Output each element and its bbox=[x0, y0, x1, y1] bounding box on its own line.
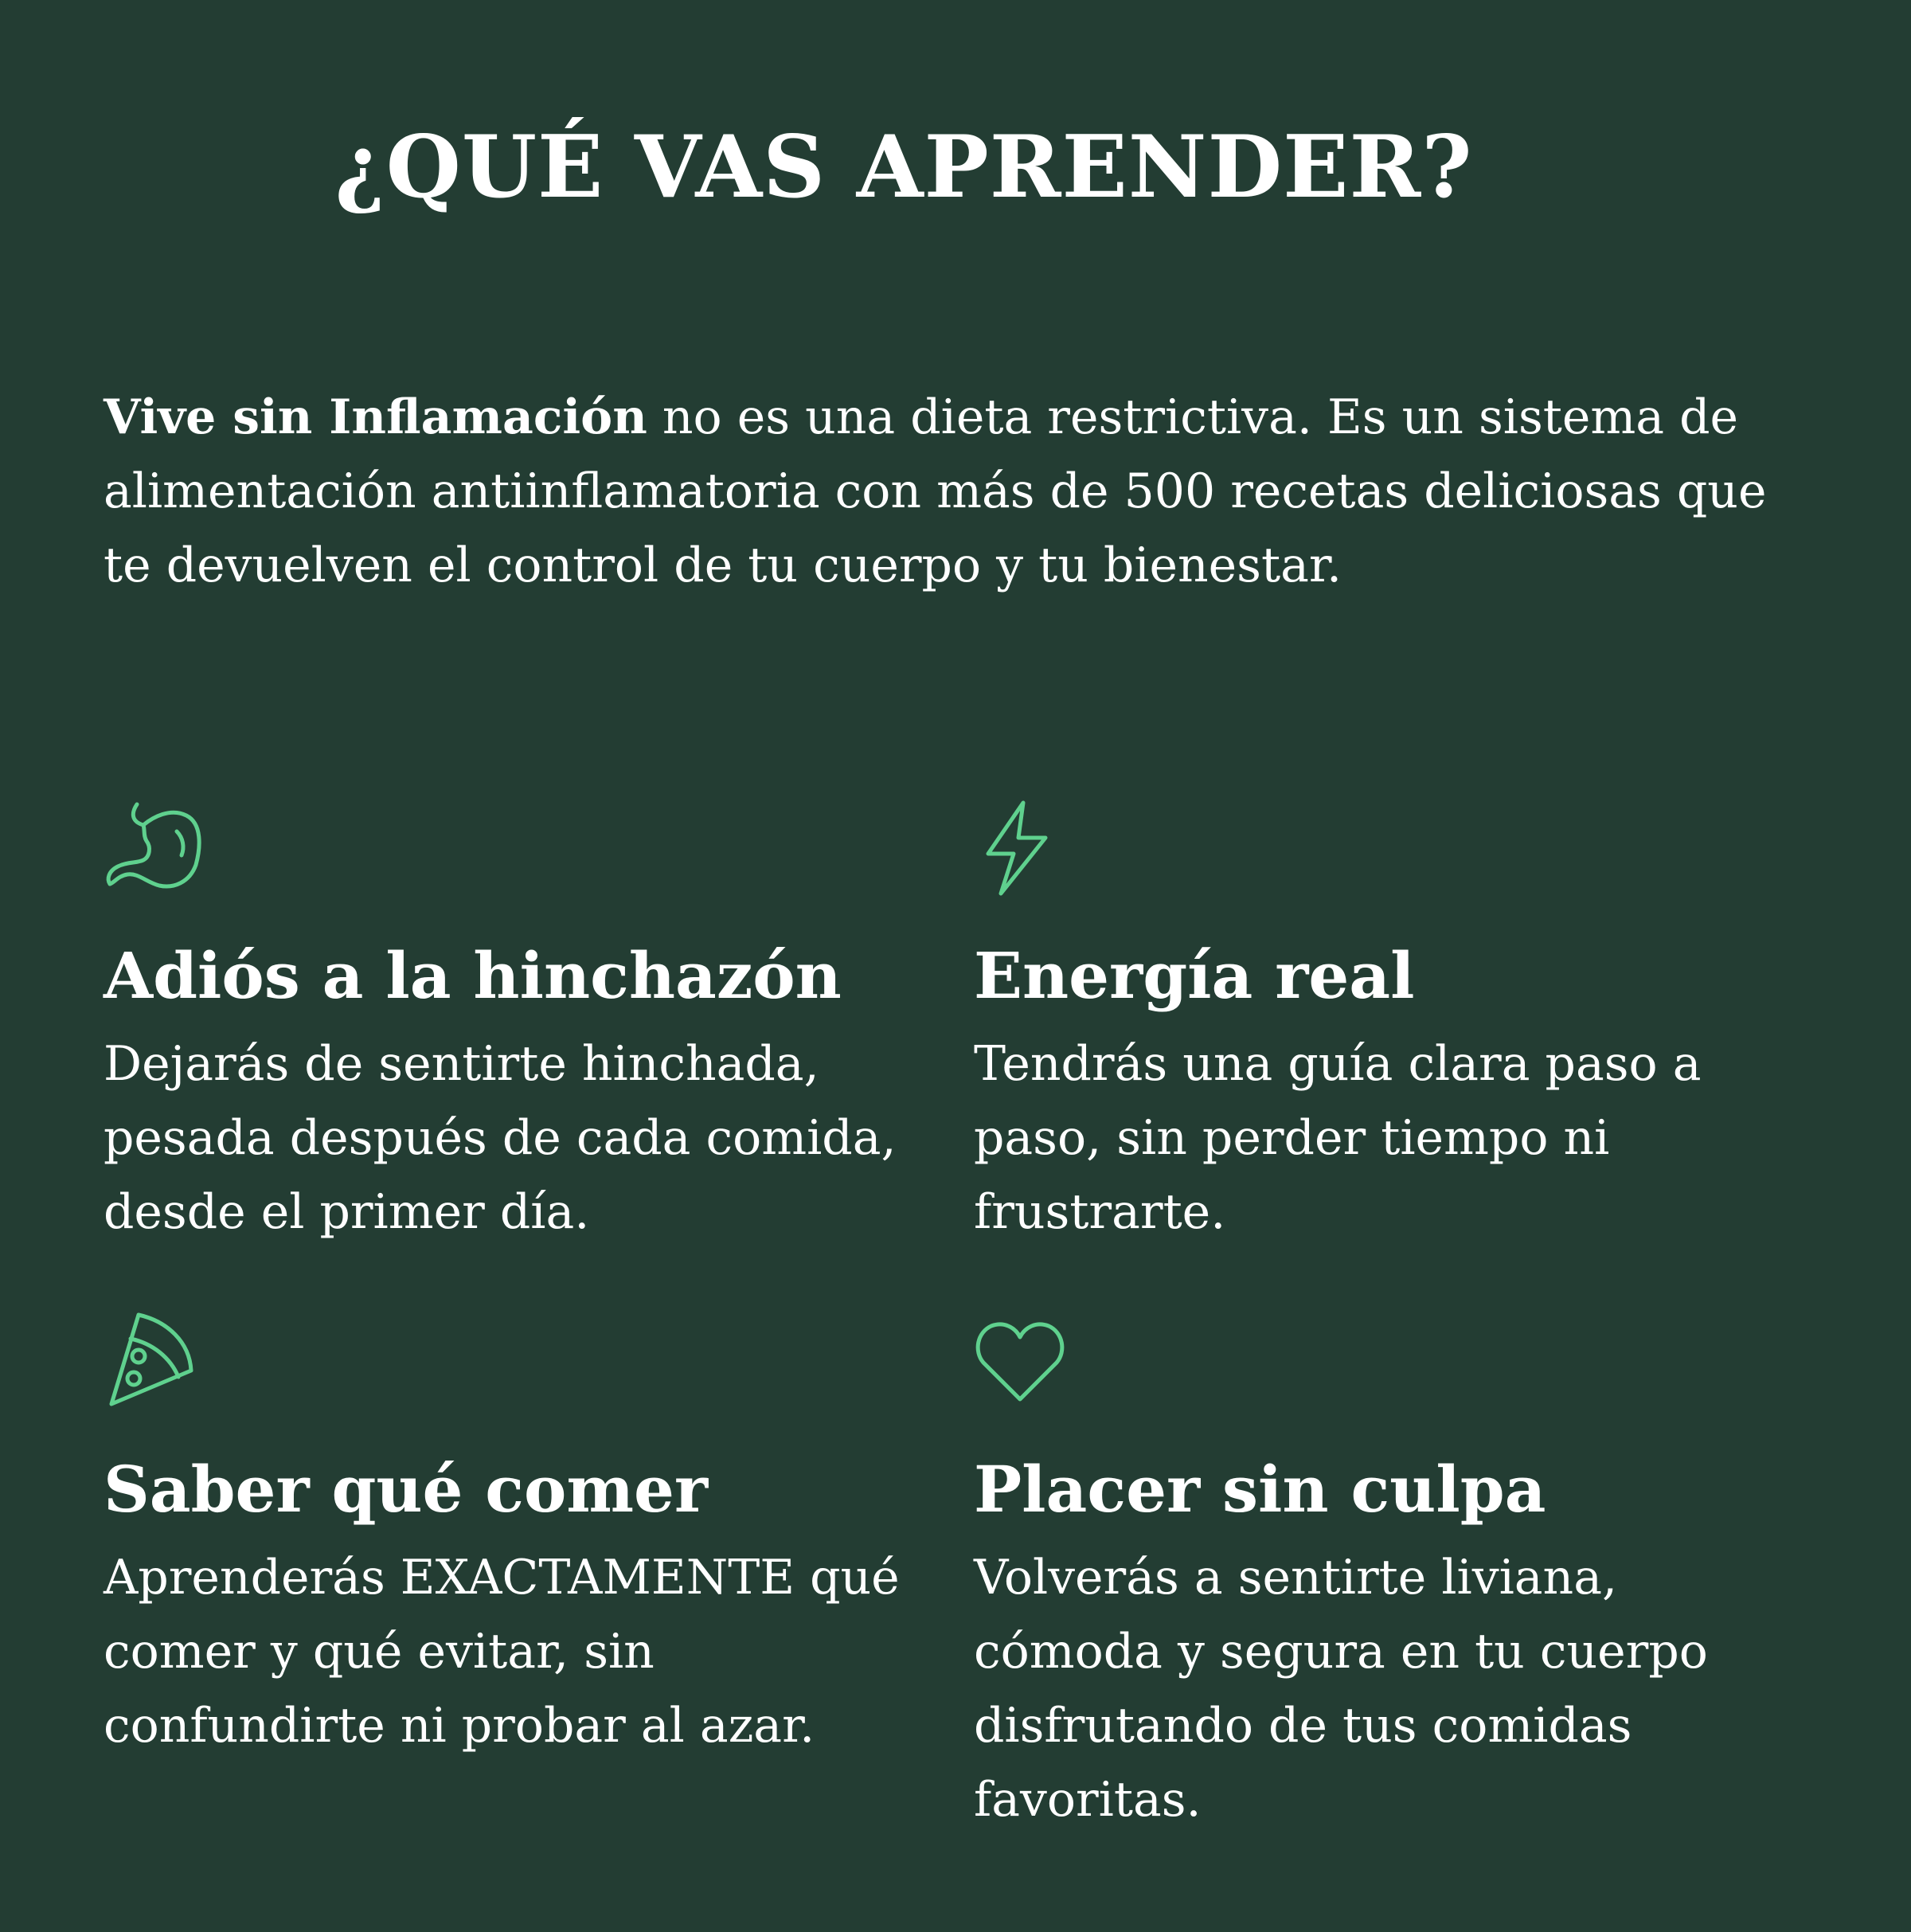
feature-title: Placer sin culpa bbox=[974, 1452, 1546, 1527]
intro-lead: Vive sin Inflamación bbox=[104, 389, 647, 445]
feature-title: Adiós a la hinchazón bbox=[104, 938, 842, 1013]
feature-description: Dejarás de sentirte hinchada, pesada después de cada comida, desde el primer día. bbox=[104, 1036, 897, 1240]
section-title: ¿QUÉ VAS APRENDER? bbox=[334, 117, 1473, 217]
feature-title: Energía real bbox=[974, 938, 1415, 1013]
stomach-icon bbox=[104, 796, 207, 900]
lightning-icon bbox=[974, 796, 1077, 900]
heart-icon bbox=[974, 1310, 1077, 1414]
feature-title: Saber qué comer bbox=[104, 1452, 709, 1527]
pizza-slice-icon bbox=[104, 1310, 207, 1414]
feature-description: Volverás a sentirte liviana, cómoda y segura en tu cuerpo disfrutando de tus comidas favoritas. bbox=[974, 1550, 1708, 1828]
intro-paragraph bbox=[104, 381, 1784, 603]
feature-description: Tendrás una guía clara paso a paso, sin perder tiempo ni frustrarte. bbox=[974, 1036, 1702, 1240]
feature-description: Aprenderás EXACTAMENTE qué comer y qué evitar, sin confundirte ni probar al azar. bbox=[104, 1550, 900, 1754]
intro-text: no es una dieta restrictiva. Es un sistema de alimentación antiinflamatoria con más de 500 recetas deliciosas que te devuelven el control de tu cuerpo y tu bienestar. bbox=[104, 389, 1767, 593]
